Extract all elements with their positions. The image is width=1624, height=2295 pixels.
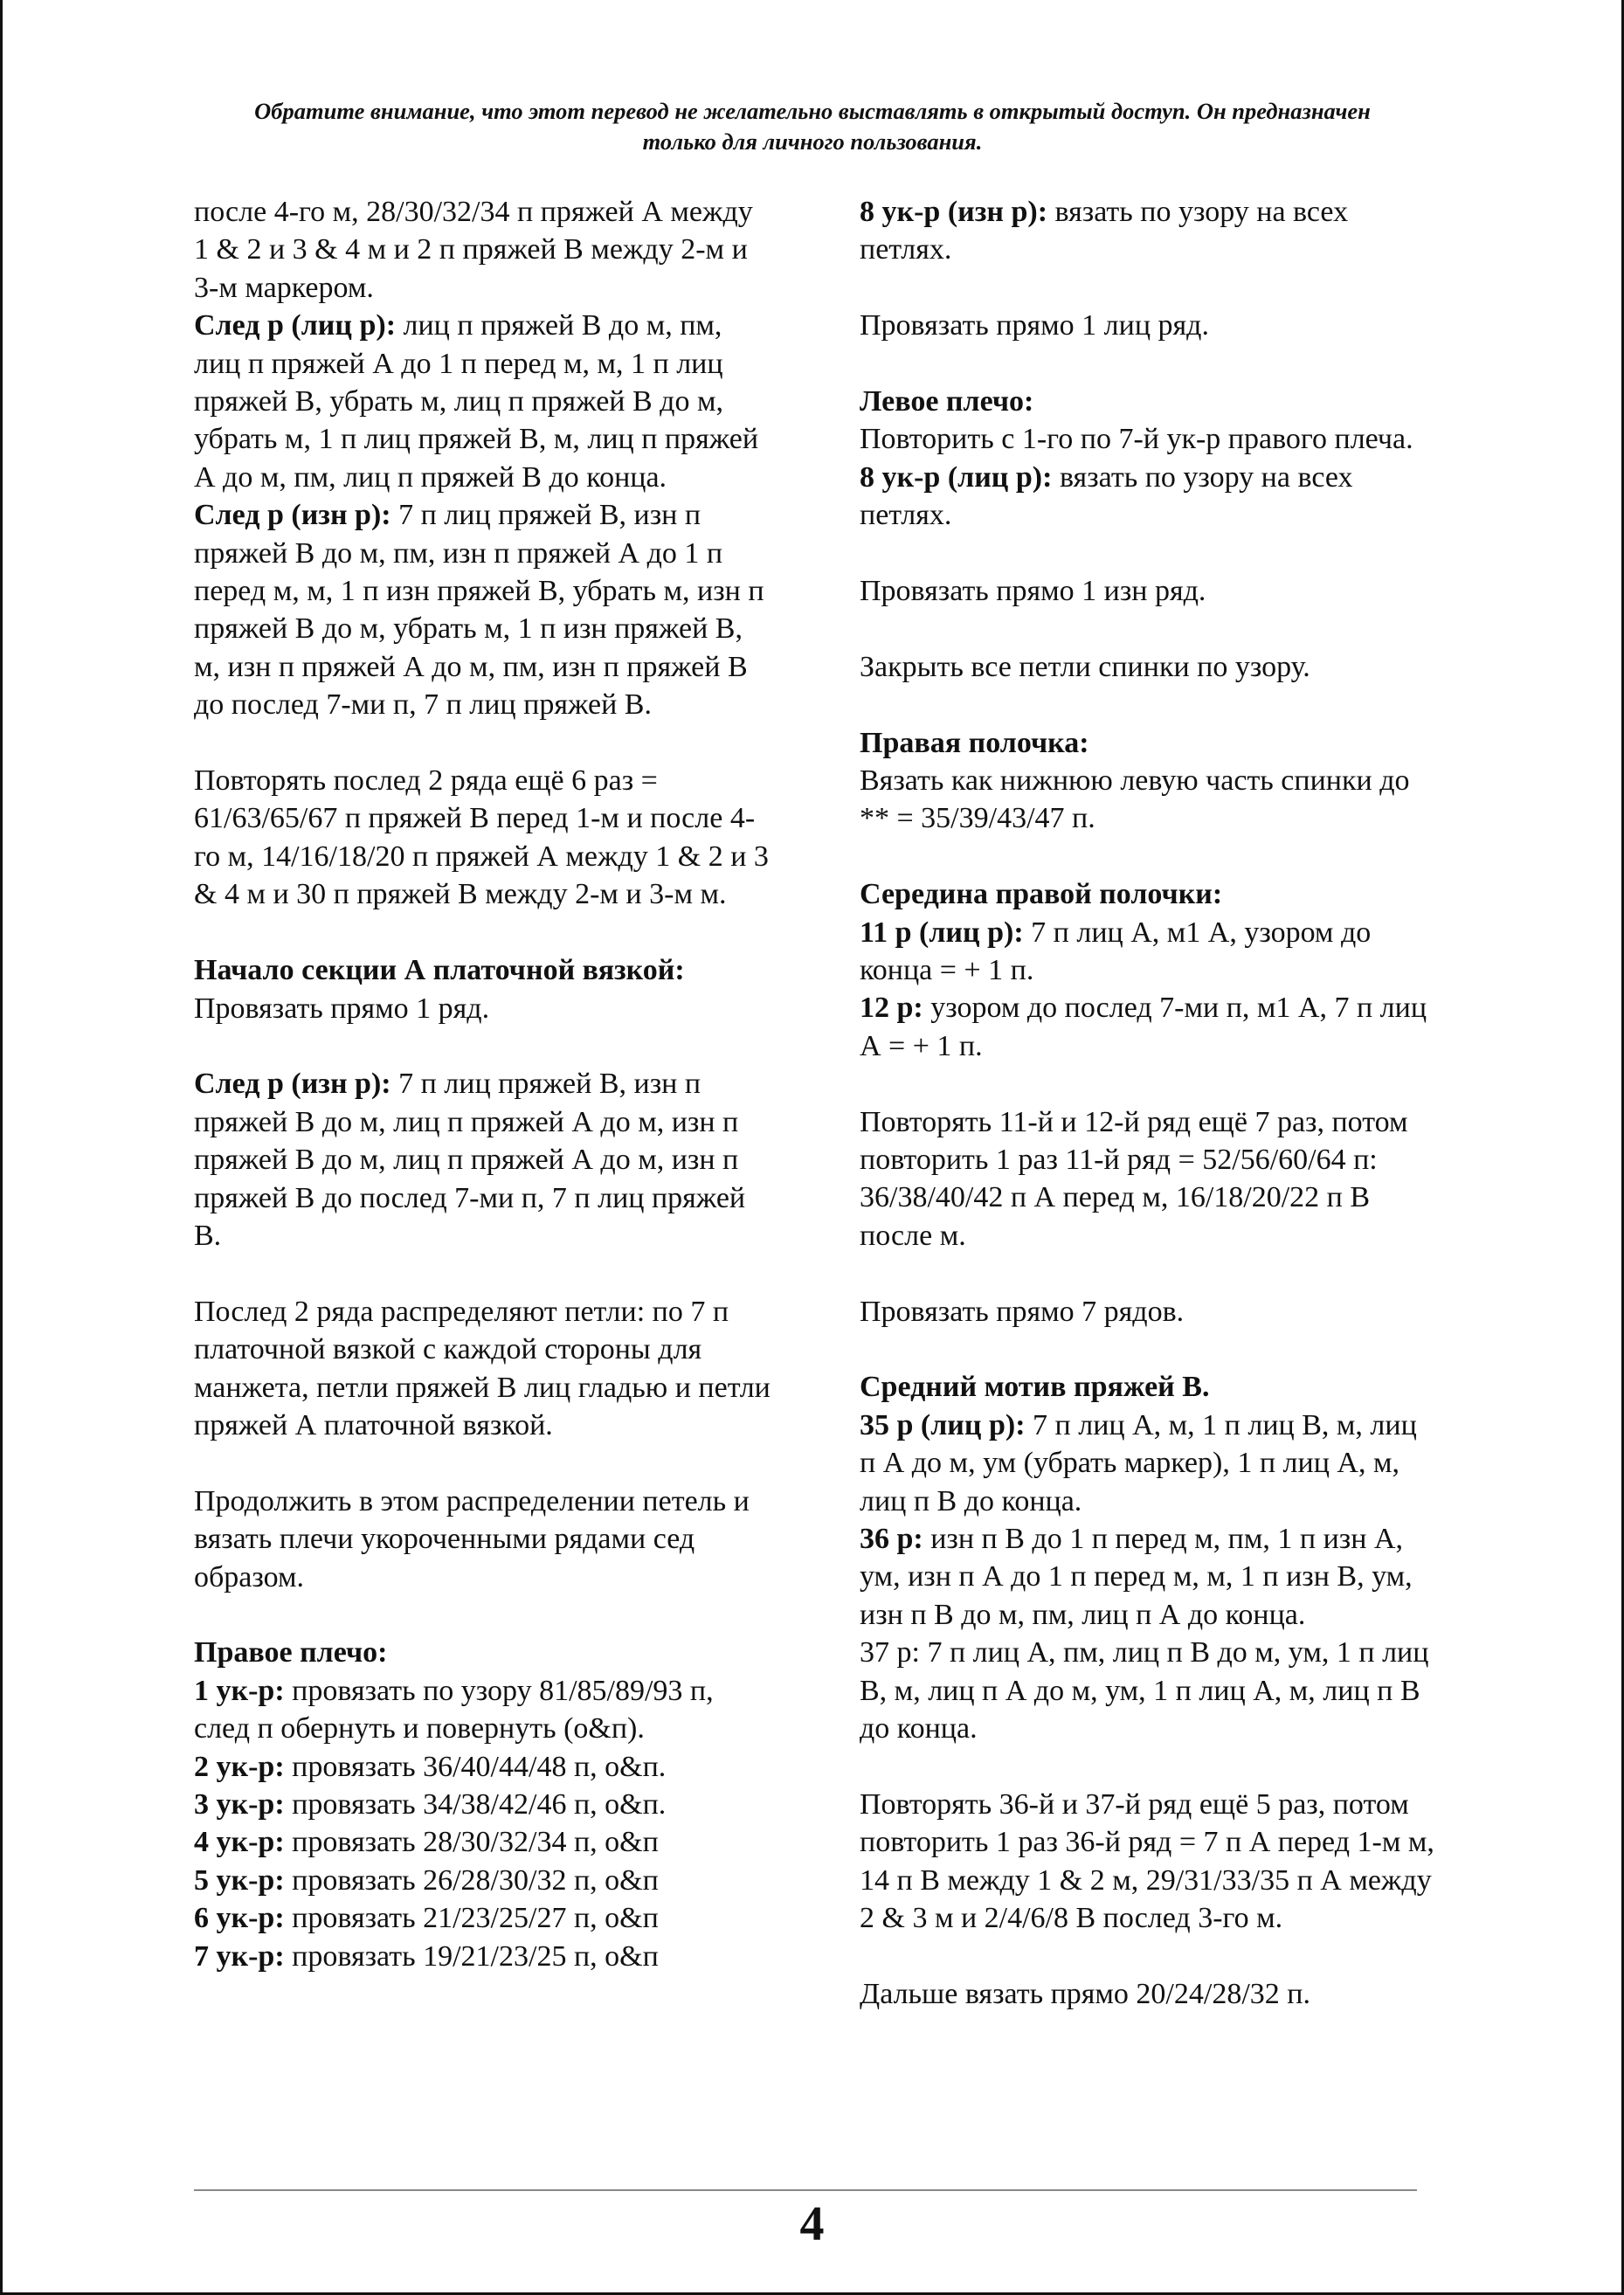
row-text: изн п В до 1 п перед м, пм, 1 п изн А, ум, изн п А до 1 п перед м, м, 1 п изн В, ум, изн п В до м, пм, лиц п А до конца. (860, 1523, 1413, 1631)
row-text: лиц п пряжей В до м, пм, лиц п пряжей А до 1 п перед м, м, 1 п лиц пряжей В, убрать м, лиц п пряжей В до м, убрать м, 1 п лиц пряжей В, м, лиц п пряжей А до м, пм, лиц п пряжей В до конца. (194, 309, 759, 494)
short-row-text: провязать 21/23/25/27 п, о&п (284, 1902, 659, 1935)
short-row-label: 6 ук-р: (194, 1902, 285, 1935)
short-row-text: провязать 36/40/44/48 п, о&п. (284, 1750, 667, 1783)
short-row-text: провязать 19/21/23/25 п, о&п (284, 1939, 659, 1973)
paragraph-row-35 (860, 1407, 1436, 1520)
paragraph-row-knit (194, 307, 775, 496)
heading-left-shoulder: Левое плечо: (860, 385, 1034, 418)
paragraph-section-a: Провязать прямо 1 ряд. (194, 992, 490, 1025)
row-text: 7 п лиц А, м, 1 п лиц В, м, лиц п А до м, ум (убрать маркер), 1 п лиц А, м, лиц п В до конца. (860, 1408, 1417, 1517)
right-column (860, 193, 1436, 2013)
short-row-3 (194, 1786, 775, 1823)
short-row-text: провязать по узору 81/85/89/93 п, след п обернуть и повернуть (о&п). (194, 1674, 714, 1745)
row-label: 8 ук-р (изн р): (860, 196, 1048, 228)
short-row-text: провязать 26/28/30/32 п, о&п (284, 1863, 659, 1897)
row-text: вязать по узору на всех петлях. (860, 460, 1353, 532)
heading-middle-motif: Средний мотив пряжей В. (860, 1371, 1210, 1404)
short-row-label: 7 ук-р: (194, 1939, 285, 1973)
paragraph-right-front: Вязать как нижнюю левую часть спинки до ** = 35/39/43/47 п. (860, 764, 1410, 835)
short-row-1 (194, 1672, 775, 1748)
short-row-label: 1 ук-р: (194, 1674, 285, 1707)
row-label: След р (лиц р): (194, 309, 397, 342)
row-text: вязать по узору на всех петлях. (860, 196, 1349, 266)
row-label: 11 р (лиц р): (860, 916, 1024, 949)
short-row-5 (194, 1862, 775, 1899)
paragraph-row-37: 37 р: 7 п лиц А, пм, лиц п В до м, ум, 1 п лиц В, м, лиц п А до м, ум, 1 п лиц А, м, лиц п В до конца. (860, 1636, 1429, 1745)
paragraph-straight-2: Провязать прямо 1 изн ряд. (860, 575, 1206, 608)
paragraph-continue: Продолжить в этом распределении петель и вязать плечи укороченными рядами сед образом. (194, 1484, 750, 1593)
paragraph-distribution: Послед 2 ряда распределяют петли: по 7 п платочной вязкой с каждой стороны для манжета, петли пряжей В лиц гладью и петли пряжей А платочной вязкой. (194, 1295, 771, 1441)
heading-right-front: Правая полочка: (860, 726, 1089, 759)
paragraph-bindoff: Закрыть все петли спинки по узору. (860, 650, 1310, 683)
paragraph-final: Дальше вязать прямо 20/24/28/32 п. (860, 1977, 1310, 2010)
short-row-4 (194, 1823, 775, 1861)
paragraph-row-purl-2 (194, 1065, 775, 1255)
page-number: 4 (799, 2197, 825, 2251)
paragraph-row-purl (194, 496, 775, 723)
heading-section-a: Начало секции А платочной вязкой: (194, 954, 685, 987)
row-label: 8 ук-р (лиц р): (860, 460, 1053, 494)
paragraph-repeat: Повторять послед 2 ряда ещё 6 раз = 61/63/65/67 п пряжей В перед 1-м и после 4-го м, 14/16/18/20 п пряжей А между 1 & 2 и 3 & 4 м и 30 п пряжей В между 2-м и 3-м м. (194, 764, 769, 911)
short-row-text: провязать 28/30/32/34 п, о&п (284, 1826, 659, 1859)
short-row-label: 3 ук-р: (194, 1787, 285, 1821)
row-text: 7 п лиц пряжей В, изн п пряжей В до м, лиц п пряжей А до м, изн п пряжей В до м, лиц п пряжей А до м, изн п пряжей В до послед 7-ми п, 7 п лиц пряжей В. (194, 1068, 746, 1252)
short-row-label: 2 ук-р: (194, 1750, 285, 1783)
row-label: След р (изн р): (194, 1068, 391, 1101)
paragraph-short-row-8 (860, 193, 1436, 269)
row-text: 7 п лиц пряжей В, изн п пряжей В до м, пм, изн п пряжей А до 1 п перед м, м, 1 п изн пряжей В, убрать м, изн п пряжей В до м, убрать м, 1 п изн пряжей В, м, изн п пряжей А до м, пм, изн п пряжей В до послед 7-ми п, 7 п лиц пряжей В. (194, 499, 764, 722)
row-label: 12 р: (860, 992, 923, 1025)
paragraph-straight-7: Провязать прямо 7 рядов. (860, 1295, 1185, 1328)
left-column (194, 193, 775, 1975)
row-label: 36 р: (860, 1523, 923, 1556)
paragraph-row-12 (860, 989, 1436, 1065)
paragraph-left-shoulder: Повторить с 1-го по 7-й ук-р правого плеча. (860, 423, 1413, 456)
short-row-2 (194, 1748, 775, 1786)
short-row-label: 5 ук-р: (194, 1863, 285, 1897)
row-label: 35 р (лиц р): (860, 1408, 1026, 1441)
row-text: 7 п лиц А, м1 А, узором до конца = + 1 п. (860, 916, 1372, 987)
paragraph-intro: после 4-го м, 28/30/32/34 п пряжей А между 1 & 2 и 3 & 4 м и 2 п пряжей В между 2-м и 3-м маркером. (194, 196, 753, 304)
footer-divider (194, 2189, 1417, 2191)
short-row-7 (194, 1938, 775, 1975)
paragraph-row-11 (860, 914, 1436, 990)
row-text: узором до послед 7-ми п, м1 А, 7 п лиц А = + 1 п. (860, 992, 1427, 1062)
paragraph-repeat-36: Повторять 36-й и 37-й ряд ещё 5 раз, потом повторить 1 раз 36-й ряд = 7 п А перед 1-м м, 14 п В между 1 & 2 м, 29/31/33/35 п А между 2 & 3 м и 2/4/6/8 В послед 3-го м. (860, 1787, 1434, 1935)
paragraph-row-36 (860, 1520, 1436, 1634)
short-row-label: 4 ук-р: (194, 1826, 285, 1859)
short-row-6 (194, 1899, 775, 1937)
notice-banner: Обратите внимание, что этот перевод не желательно выставлять в открытый доступ. Он предназначен только для личного пользования. (254, 98, 1371, 155)
paragraph-short-row-8b (860, 459, 1436, 535)
heading-right-shoulder: Правое плечо: (194, 1636, 388, 1669)
paragraph-straight-1: Провязать прямо 1 лиц ряд. (860, 309, 1209, 342)
heading-middle-right-front: Середина правой полочки: (860, 878, 1223, 911)
row-label: След р (изн р): (194, 499, 391, 532)
paragraph-repeat-11: Повторять 11-й и 12-й ряд ещё 7 раз, потом повторить 1 раз 11-й ряд = 52/56/60/64 п: 36/38/40/42 п А перед м, 16/18/20/22 п В после м. (860, 1105, 1408, 1252)
short-row-text: провязать 34/38/42/46 п, о&п. (284, 1787, 667, 1821)
